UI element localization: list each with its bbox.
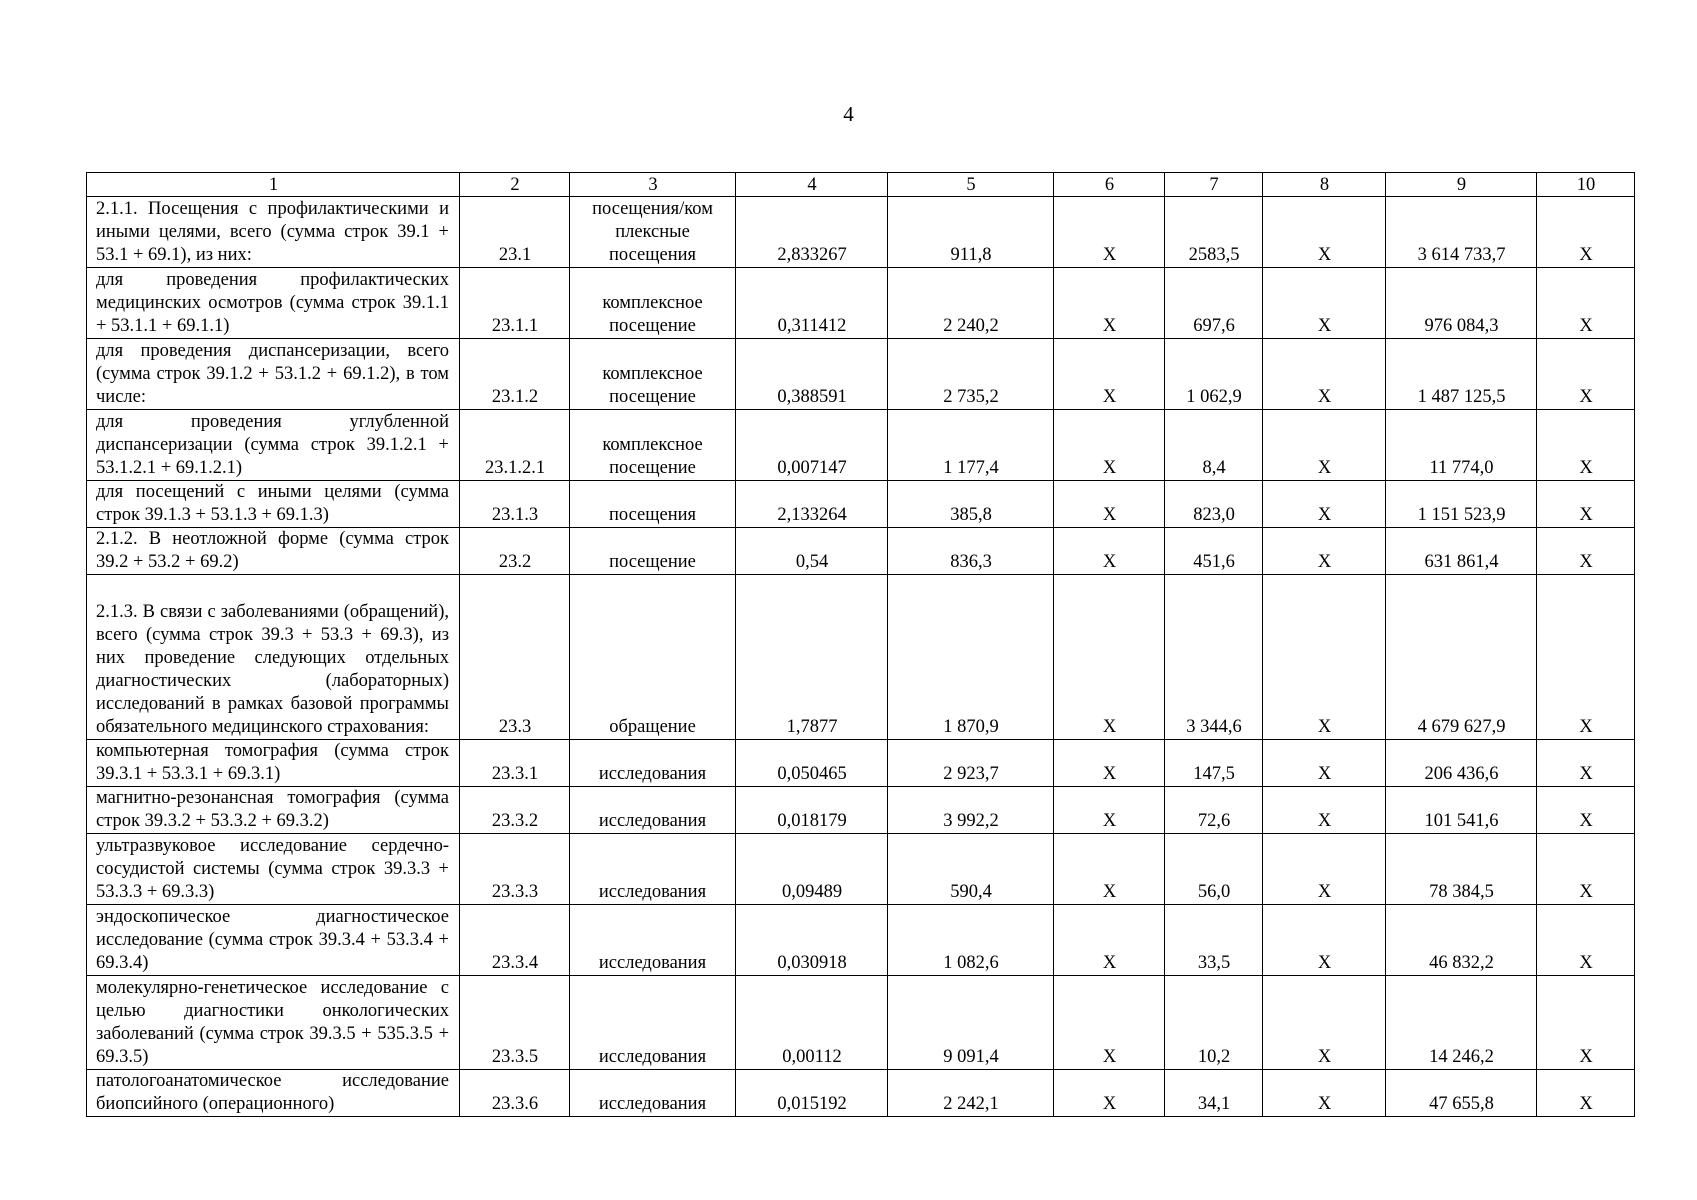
table-cell-col-2: 23.3.6	[460, 1070, 570, 1117]
table-cell-col-7: 147,5	[1165, 740, 1263, 787]
table-cell-col-1: для проведения диспансеризации, всего (сумма строк 39.1.2 + 53.1.2 + 69.1.2), в том числе:	[87, 339, 460, 410]
table-cell-col-8: Х	[1263, 787, 1386, 834]
table-cell-col-5: 385,8	[888, 481, 1054, 528]
table-cell-col-2: 23.2	[460, 528, 570, 575]
table-cell-col-4: 1,7877	[736, 575, 888, 740]
page-number: 4	[843, 102, 854, 126]
table-cell-col-2: 23.1.3	[460, 481, 570, 528]
table-cell-col-6: Х	[1054, 197, 1165, 268]
table-cell-col-6: Х	[1054, 976, 1165, 1070]
table-row	[87, 1070, 1635, 1117]
table-cell-col-5: 1 870,9	[888, 575, 1054, 740]
table-cell-col-10: Х	[1537, 268, 1635, 339]
table-cell-col-8: Х	[1263, 1070, 1386, 1117]
table-row	[87, 268, 1635, 339]
table-cell-col-3: комплексное посещение	[570, 339, 736, 410]
table-cell-col-8: Х	[1263, 905, 1386, 976]
table-cell-col-4: 0,015192	[736, 1070, 888, 1117]
table-cell-col-2: 23.3.3	[460, 834, 570, 905]
table-row	[87, 339, 1635, 410]
header-cell: 6	[1054, 173, 1165, 197]
table-cell-col-4: 0,007147	[736, 410, 888, 481]
table-cell-col-9: 631 861,4	[1386, 528, 1537, 575]
table-cell-col-1: компьютерная томография (сумма строк 39.3.1 + 53.3.1 + 69.3.1)	[87, 740, 460, 787]
table-cell-col-7: 72,6	[1165, 787, 1263, 834]
table-cell-col-4: 0,018179	[736, 787, 888, 834]
table-row	[87, 740, 1635, 787]
table-cell-col-10: Х	[1537, 976, 1635, 1070]
table-cell-col-3: исследования	[570, 787, 736, 834]
table-cell-col-7: 1 062,9	[1165, 339, 1263, 410]
table-cell-col-7: 697,6	[1165, 268, 1263, 339]
table-cell-col-9: 3 614 733,7	[1386, 197, 1537, 268]
table-cell-col-2: 23.3.5	[460, 976, 570, 1070]
table-cell-col-7: 3 344,6	[1165, 575, 1263, 740]
table-row	[87, 976, 1635, 1070]
table-cell-col-4: 0,00112	[736, 976, 888, 1070]
table-cell-col-6: Х	[1054, 1070, 1165, 1117]
table-cell-col-10: Х	[1537, 1070, 1635, 1117]
table-cell-col-1: 2.1.1. Посещения с профилактическими и иными целями, всего (сумма строк 39.1 + 53.1 + 69.1), из них:	[87, 197, 460, 268]
table-cell-col-10: Х	[1537, 834, 1635, 905]
table-cell-col-4: 0,388591	[736, 339, 888, 410]
table-cell-col-2: 23.3	[460, 575, 570, 740]
table-cell-col-9: 14 246,2	[1386, 976, 1537, 1070]
table-cell-col-3: посещения	[570, 481, 736, 528]
table-cell-col-7: 56,0	[1165, 834, 1263, 905]
table-cell-col-5: 9 091,4	[888, 976, 1054, 1070]
table-cell-col-9: 78 384,5	[1386, 834, 1537, 905]
table-cell-col-10: Х	[1537, 528, 1635, 575]
table-cell-col-6: Х	[1054, 905, 1165, 976]
table-cell-col-5: 2 242,1	[888, 1070, 1054, 1117]
table-cell-col-1: для проведения углубленной диспансеризации (сумма строк 39.1.2.1 + 53.1.2.1 + 69.1.2.1)	[87, 410, 460, 481]
table-cell-col-7: 33,5	[1165, 905, 1263, 976]
table-cell-col-6: Х	[1054, 834, 1165, 905]
table-cell-col-1: патологоанатомическое исследование биопсийного (операционного)	[87, 1070, 460, 1117]
table-cell-col-1: 2.1.2. В неотложной форме (сумма строк 39.2 + 53.2 + 69.2)	[87, 528, 460, 575]
table-cell-col-7: 451,6	[1165, 528, 1263, 575]
table-cell-col-6: Х	[1054, 481, 1165, 528]
table-cell-col-8: Х	[1263, 575, 1386, 740]
table-cell-col-10: Х	[1537, 905, 1635, 976]
table-cell-col-9: 11 774,0	[1386, 410, 1537, 481]
table-cell-col-4: 2,133264	[736, 481, 888, 528]
table-cell-col-8: Х	[1263, 834, 1386, 905]
table-cell-col-3: посещение	[570, 528, 736, 575]
table-cell-col-5: 1 082,6	[888, 905, 1054, 976]
table-cell-col-1: для посещений с иными целями (сумма строк 39.1.3 + 53.1.3 + 69.1.3)	[87, 481, 460, 528]
table-cell-col-2: 23.1	[460, 197, 570, 268]
table-cell-col-9: 1 151 523,9	[1386, 481, 1537, 528]
table-cell-col-5: 2 240,2	[888, 268, 1054, 339]
table-cell-col-5: 1 177,4	[888, 410, 1054, 481]
table-cell-col-9: 47 655,8	[1386, 1070, 1537, 1117]
header-cell: 10	[1537, 173, 1635, 197]
table-cell-col-2: 23.1.2.1	[460, 410, 570, 481]
table-cell-col-5: 590,4	[888, 834, 1054, 905]
table-cell-col-1: магнитно-резонансная томография (сумма строк 39.3.2 + 53.3.2 + 69.3.2)	[87, 787, 460, 834]
table-cell-col-1: 2.1.3. В связи с заболеваниями (обращений), всего (сумма строк 39.3 + 53.3 + 69.3), из них проведение следующих отдельных диагностических (лабораторных) исследований в рамках базовой программы обязательного медицинского страхования:	[87, 575, 460, 740]
table-cell-col-7: 823,0	[1165, 481, 1263, 528]
table-cell-col-5: 2 923,7	[888, 740, 1054, 787]
table-cell-col-6: Х	[1054, 268, 1165, 339]
table-cell-col-10: Х	[1537, 787, 1635, 834]
table-cell-col-2: 23.3.1	[460, 740, 570, 787]
header-cell: 8	[1263, 173, 1386, 197]
table-cell-col-3: посещения/ком плексные посещения	[570, 197, 736, 268]
table-cell-col-8: Х	[1263, 197, 1386, 268]
table-cell-col-1: ультразвуковое исследование сердечно-сосудистой системы (сумма строк 39.3.3 + 53.3.3 + 69.3.3)	[87, 834, 460, 905]
table-cell-col-5: 836,3	[888, 528, 1054, 575]
table-cell-col-4: 0,54	[736, 528, 888, 575]
table-cell-col-2: 23.1.2	[460, 339, 570, 410]
table-cell-col-5: 3 992,2	[888, 787, 1054, 834]
table-cell-col-5: 2 735,2	[888, 339, 1054, 410]
header-cell: 5	[888, 173, 1054, 197]
table-cell-col-8: Х	[1263, 481, 1386, 528]
table-cell-col-10: Х	[1537, 197, 1635, 268]
table-cell-col-2: 23.3.4	[460, 905, 570, 976]
table-cell-col-10: Х	[1537, 575, 1635, 740]
header-cell: 2	[460, 173, 570, 197]
table-row	[87, 528, 1635, 575]
table-cell-col-8: Х	[1263, 410, 1386, 481]
header-cell: 9	[1386, 173, 1537, 197]
table-cell-col-6: Х	[1054, 339, 1165, 410]
table-cell-col-3: исследования	[570, 740, 736, 787]
table-cell-col-3: исследования	[570, 834, 736, 905]
table-cell-col-10: Х	[1537, 410, 1635, 481]
table-cell-col-9: 46 832,2	[1386, 905, 1537, 976]
table-cell-col-7: 2583,5	[1165, 197, 1263, 268]
table-cell-col-3: комплексное посещение	[570, 268, 736, 339]
table-cell-col-3: комплексное посещение	[570, 410, 736, 481]
header-cell: 7	[1165, 173, 1263, 197]
table-cell-col-3: исследования	[570, 1070, 736, 1117]
table-row	[87, 834, 1635, 905]
table-cell-col-7: 8,4	[1165, 410, 1263, 481]
table-cell-col-4: 0,09489	[736, 834, 888, 905]
table-cell-col-9: 976 084,3	[1386, 268, 1537, 339]
table-cell-col-6: Х	[1054, 410, 1165, 481]
table-cell-col-2: 23.3.2	[460, 787, 570, 834]
table-cell-col-8: Х	[1263, 740, 1386, 787]
table-row	[87, 787, 1635, 834]
table-cell-col-8: Х	[1263, 976, 1386, 1070]
table-cell-col-3: исследования	[570, 976, 736, 1070]
table-row	[87, 410, 1635, 481]
table-row	[87, 905, 1635, 976]
table-cell-col-7: 10,2	[1165, 976, 1263, 1070]
table-cell-col-1: молекулярно-генетическое исследование с целью диагностики онкологических заболеваний (сумма строк 39.3.5 + 535.3.5 + 69.3.5)	[87, 976, 460, 1070]
table-cell-col-1: для проведения профилактических медицинских осмотров (сумма строк 39.1.1 + 53.1.1 + 69.1.1)	[87, 268, 460, 339]
table-cell-col-8: Х	[1263, 528, 1386, 575]
table-cell-col-3: обращение	[570, 575, 736, 740]
table-cell-col-4: 0,030918	[736, 905, 888, 976]
table-cell-col-9: 206 436,6	[1386, 740, 1537, 787]
header-cell: 4	[736, 173, 888, 197]
table-cell-col-6: Х	[1054, 740, 1165, 787]
header-cell: 1	[87, 173, 460, 197]
table-cell-col-4: 0,050465	[736, 740, 888, 787]
table-cell-col-3: исследования	[570, 905, 736, 976]
table-cell-col-6: Х	[1054, 528, 1165, 575]
header-cell: 3	[570, 173, 736, 197]
header-row	[87, 173, 1635, 197]
table-cell-col-4: 2,833267	[736, 197, 888, 268]
table-cell-col-8: Х	[1263, 268, 1386, 339]
table-row	[87, 197, 1635, 268]
table-cell-col-7: 34,1	[1165, 1070, 1263, 1117]
table-row	[87, 481, 1635, 528]
table-cell-col-9: 4 679 627,9	[1386, 575, 1537, 740]
table-cell-col-6: Х	[1054, 575, 1165, 740]
table-cell-col-4: 0,311412	[736, 268, 888, 339]
table-cell-col-10: Х	[1537, 481, 1635, 528]
data-table	[86, 172, 1635, 1117]
table-cell-col-10: Х	[1537, 740, 1635, 787]
table-cell-col-10: Х	[1537, 339, 1635, 410]
table-cell-col-5: 911,8	[888, 197, 1054, 268]
table-cell-col-8: Х	[1263, 339, 1386, 410]
table-cell-col-6: Х	[1054, 787, 1165, 834]
table-cell-col-1: эндоскопическое диагностическое исследование (сумма строк 39.3.4 + 53.3.4 + 69.3.4)	[87, 905, 460, 976]
table-cell-col-9: 101 541,6	[1386, 787, 1537, 834]
table-row	[87, 575, 1635, 740]
table-cell-col-9: 1 487 125,5	[1386, 339, 1537, 410]
table-cell-col-2: 23.1.1	[460, 268, 570, 339]
